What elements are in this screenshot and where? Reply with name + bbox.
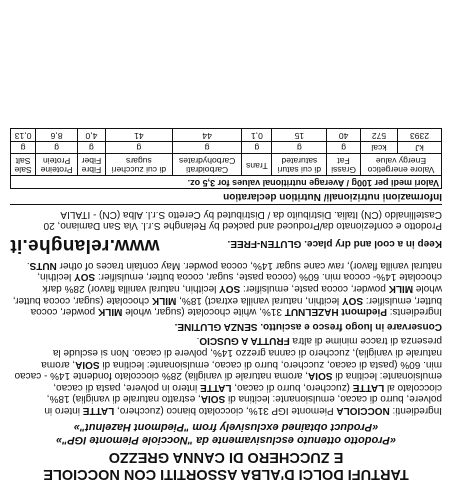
unit-cell: g xyxy=(105,141,172,154)
nutrition-title: Informazioni nutrizionali/ Nutrition declaration xyxy=(10,191,442,205)
title-line-2: E ZUCCHERO DI CANNA GREZZO xyxy=(108,449,344,465)
value-cell: 44 xyxy=(172,129,241,142)
allergen-latte: LATTE xyxy=(200,381,232,393)
unit-cell: g xyxy=(78,141,106,154)
nutrition-table xyxy=(10,128,442,189)
ingredients-text: 31%, white chocolate (sugar, whole xyxy=(122,306,285,318)
value-cell: 4,0 xyxy=(78,129,106,142)
value-cell: 0,1 xyxy=(242,129,272,142)
nutrition-col: Carboidrati Carbohydrates xyxy=(172,154,241,176)
value-cell: 40 xyxy=(327,129,361,142)
allergen-soy: SOY xyxy=(74,271,96,283)
value-cell: 2393 xyxy=(397,129,441,142)
allergen-frutta: FRUTTA A GUSCIO xyxy=(199,335,290,347)
producer-info: Prodotto e confezionato da/Produced and packed by Relanghe S.r.l. Via San Damiano, 20 Castellinaldo (CN) Italia. Distribuito da / Distributed by Ceretto S.r.l. Alba (CN) - ITALIA xyxy=(43,208,442,232)
nutrition-units-row xyxy=(11,141,442,154)
unit-cell: kcal xyxy=(360,141,397,154)
allergen-soy: SOY xyxy=(219,283,241,295)
value-cell: 15 xyxy=(272,129,327,142)
ingredients-text: intero in polvere, burro di cacao, emulsionante: lecitina di xyxy=(44,393,442,416)
ingredients-text: (zucchero, burro di cacao, xyxy=(231,381,353,393)
ingredients-text: , aroma naturale di vaniglia) 28% cioccolato fondente 14% - cacao min. 60% (pasta di cacao, zucchero, burro di cacao, emulsionante: lecitina di xyxy=(14,358,442,382)
ingredients-text: lecithin, natural vanilla flavor), raw cane sugar 14%, cocoa powder. May contain traces of other xyxy=(37,259,442,283)
nutrition-col: di cui zuccheri sugars xyxy=(105,154,172,176)
allergen-milk: MILK xyxy=(151,294,177,306)
ingredients-text: lecithin, natural vanilla extract) 18%, xyxy=(176,294,342,306)
allergen-latte: LATTE xyxy=(82,405,115,416)
unit-cell: g xyxy=(242,141,272,154)
subtitle-en: «Product obtained exclusively from "Piedmont Hazelnut"» xyxy=(73,421,379,433)
nutrition-header-row xyxy=(11,176,442,189)
storage-en: Keep in a cool and dry place. GLUTEN-FREE. xyxy=(227,237,442,249)
title-line-1: TARTUFI DOLCI D'ALBA ASSORTITI CON NOCCIOLE xyxy=(43,466,409,482)
unit-cell: g xyxy=(172,141,241,154)
product-title xyxy=(10,448,442,482)
unit-cell: g xyxy=(327,141,361,154)
ingredients-text: powder, cocoa butter, emulsifier: xyxy=(30,294,442,318)
nutrition-col: Grassi Fat xyxy=(327,154,361,176)
unit-cell: kJ xyxy=(397,141,441,154)
allergen-milk: MILK xyxy=(388,283,414,295)
allergen-hazelnut: Piedmont HAZELNUT xyxy=(284,306,387,318)
unit-cell: g xyxy=(11,141,36,154)
ingredients-it-label: Ingredienti: xyxy=(392,405,442,416)
nutrition-col: Fibre Fiber xyxy=(78,154,106,176)
storage-website-row xyxy=(10,234,442,256)
value-cell: 0,13 xyxy=(11,129,36,142)
subtitle-it: «Prodotto ottenuto esclusivamente da "Nocciole Piemonte IGP"» xyxy=(56,434,396,446)
allergen-soy: SOY xyxy=(341,294,364,306)
website-link[interactable]: www.relanghe.it xyxy=(10,235,160,257)
allergen-nocciola: NOCCIOLA xyxy=(336,405,390,416)
ingredients-text: intero in polvere, pasta di cacao, emulsionante: lecitina di xyxy=(53,370,442,393)
ingredients-en xyxy=(10,259,442,317)
ingredients-text: . xyxy=(196,335,200,347)
ingredients-text: Piemonte IGP 31%, cioccolato bianco (zucchero, xyxy=(114,405,337,416)
ingredients-text: lecithin, natural vanilla flavor) 28% dark chocolate 14%- cocoa min. 60% (cocoa paste, sugar, cocoa butter, emulsifier: xyxy=(42,271,442,295)
allergen-soia: SOIA xyxy=(200,393,226,405)
nutrition-col: Sale Salt xyxy=(11,154,36,176)
allergen-soia: SOIA xyxy=(75,358,100,370)
nutrition-col: Valore energetico Energy value xyxy=(360,154,441,176)
nutrition-col: Proteine Protein xyxy=(36,154,78,176)
allergen-soia: SOIA xyxy=(308,370,333,382)
nutrition-header: Valori medi per 100g / Average nutritional values for 3,5 oz. xyxy=(11,176,442,189)
value-cell: 8,6 xyxy=(36,129,78,142)
nutrition-col: di cui saturi saturated xyxy=(272,154,327,176)
ingredients-text: , estratto naturale di vaniglia) 18%, cioccolato al xyxy=(46,381,442,405)
nutrition-values-row xyxy=(11,129,442,142)
allergen-latte: LATTE xyxy=(352,381,385,393)
storage-it: Conservare in luogo fresco e asciutto. SENZA GLUTINE. xyxy=(174,320,442,332)
ingredients-it xyxy=(10,335,442,416)
ingredients-text: chocolate (sugar, cocoa butter, whole xyxy=(12,283,442,306)
value-cell: 41 xyxy=(105,129,172,142)
product-subtitle xyxy=(10,420,442,446)
ingredients-en-label: Ingredients: xyxy=(389,306,442,318)
nutrition-columns-row xyxy=(11,154,442,176)
ingredients-text: . xyxy=(26,259,30,271)
unit-cell: g xyxy=(272,141,327,154)
allergen-milk: MILK xyxy=(97,306,123,318)
allergen-nuts: NUTS xyxy=(29,259,57,271)
ingredients-text: powder, cocoa paste, emulsifier: xyxy=(240,283,389,295)
unit-cell: g xyxy=(36,141,78,154)
value-cell: 572 xyxy=(360,129,397,142)
nutrition-col: Trans xyxy=(242,154,272,176)
ingredients-text: , aroma naturale di vaniglia), zucchero di canna grezzo 14%, polvere di cacao. Non si esclude la presenza di tracce minime di altra xyxy=(41,335,442,370)
